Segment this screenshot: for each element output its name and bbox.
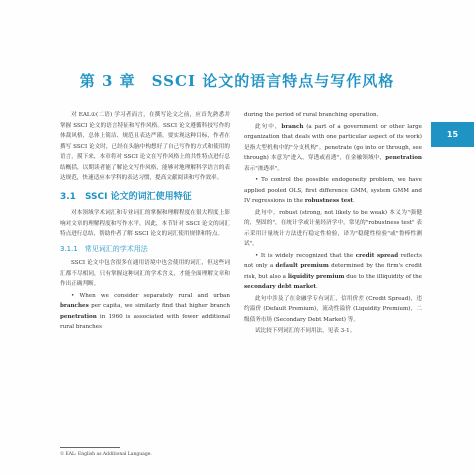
bullet-2-end: .	[352, 198, 355, 204]
branch-text: (a part of a government or other large organization that deals with one particular aspect of its work) 是指大型机构中的"分支机构"。penetrate (go into or through, see through) 本意为"进入，穿透或看透"，在金融领域中，	[244, 123, 422, 161]
penetration-term: penetration	[385, 155, 422, 161]
chapter-title: 第 3 章 SSCI 论文的语言特点与写作风格	[79, 72, 395, 90]
page-number-tab: 15	[431, 122, 474, 147]
credit-spread-term: credit spread	[355, 252, 399, 259]
section-paragraph: 对本领域学术词汇和专业词汇的掌握和理解程度在很大程度上影响对文章的理解程度和写作水平。因此，本节针对 SSCI 论文的词汇特点进行总结，帮助作者了解 SSCI 论文的词汇使用规律和特点。	[60, 210, 230, 237]
robust-paragraph: 此句中，robust (strong, not likely to be weak) 本义为"强健的，坚固的"，在统计学或计量经济学中，常见的"robustness test" 表示采用计量统计方法进行稳定性检验，译为"稳健性检验"或"鲁棒性测试"。	[244, 209, 422, 247]
secondary-debt-market-term: secondary debt market	[244, 284, 317, 290]
continuation-text: during the period of rural branching operation.	[244, 112, 379, 118]
footnote-divider	[60, 447, 120, 448]
branch-explanation	[244, 122, 422, 175]
penetration-text: 表示"渗透率"。	[244, 165, 283, 172]
bullet-2-text: • To control the possible endogeneity problem, we have applied pooled OLS, first difference GMM, system GMM and IV regressions in the	[244, 177, 422, 204]
bullet-3-mid-1: reflects not only a	[244, 252, 422, 269]
subsection-paragraph: SSCI 论文中包含很多在通用语境中也会使用的词汇，但这些词汇都不尽相同，只有掌握这种词汇的学术含义，才能全面理解文章和作出正确判断。	[60, 260, 230, 287]
left-column	[60, 110, 230, 334]
example-prefix: • When we consider separately rural and urban	[71, 292, 230, 299]
example-mid: per capita, we similarly find that higher branch	[88, 303, 230, 309]
subsection-heading: 3.1.1 常见词汇的学术用法	[60, 244, 148, 253]
robustness-term: robustness test	[304, 198, 353, 204]
example-sentence	[60, 291, 230, 333]
branch-prefix: 此句中，	[255, 123, 282, 130]
finance-paragraph: 此句中涉及了在金融学专有词汇，信用价差 (Credit Spread)，违约溢价 (Default Premium)，流动性溢价 (Liquidity Premium)，二级债务市场 (Secondary Debt Market) 等。	[244, 295, 422, 323]
example-suffix: in 1960 is associated with fewer additional rural branches	[60, 313, 230, 330]
example-term-penetration: penetration	[60, 313, 97, 320]
bullet-3-mid-2: determined by the firm's credit risk, but also a	[244, 263, 423, 280]
liquidity-premium-term: liquidity premium	[287, 273, 345, 280]
section-heading: 3.1 SSCI 论文的词汇使用特征	[60, 191, 192, 202]
robustness-example	[244, 175, 422, 207]
branch-term: branch	[281, 123, 304, 130]
footnote: ① EAL: English as Additional Language.	[60, 452, 152, 457]
default-premium-term: default premium	[275, 263, 329, 269]
intro-paragraph: 对 EAL①(二语) 学习者而言，在撰写论文之前，应首先熟悉并掌握 SSCI 论文的语言特征和写作风格。SSCI 论文遵循科技写作的体裁风格，总体上简洁、规范且表达严谨。要实现这种目标，作者在撰写 SSCI 论文时，已经在头脑中构想好了自己写作的方式和使用的语言，摸下来，本章将对 SSCI 论文在写作风格上的共性特点进行总结概括，以期读者能了解论文写作风格，能够对地理解科学语言的表达规范，快速适应本学科的表达习惯，提高文献阅读和写作效率。	[60, 112, 230, 181]
example-term-branches: branches	[60, 303, 89, 309]
credit-spread-example	[244, 251, 422, 293]
right-column	[244, 110, 422, 338]
bullet-3-end: .	[316, 284, 318, 290]
bullet-3-prefix: • It is widely recognized that the	[255, 252, 356, 259]
bullet-3-mid-3: due to the illiquidity of the	[344, 273, 422, 280]
closing-text: 试比较下列词汇的不同用法，见表 3-1。	[255, 328, 356, 334]
